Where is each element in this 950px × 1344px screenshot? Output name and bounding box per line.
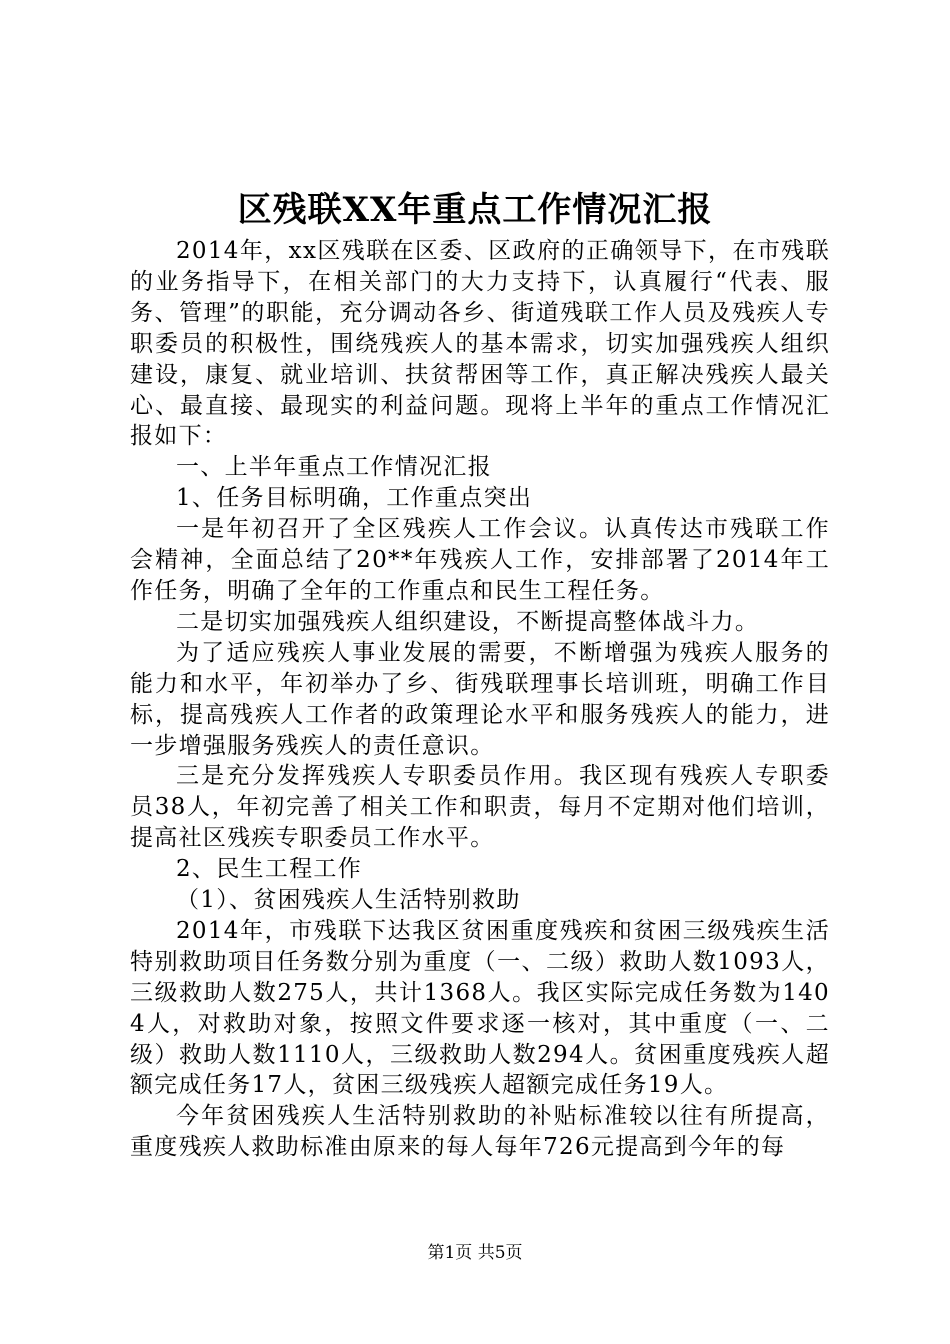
paragraph-relief-standard: 今年贫困残疾人生活特别救助的补贴标准较以往有所提高，重度残疾人救助标准由原来的每人每年726元提高到今年的每 xyxy=(130,1103,830,1161)
subsection-heading-1: 1、任务目标明确，工作重点突出 xyxy=(176,485,533,512)
paragraph-intro: 2014年，xx区残联在区委、区政府的正确领导下，在市残联的业务指导下，在相关部门的大力支持下，认真履行“代表、服务、管理”的职能，充分调动各乡、街道残联工作人员及残疾人专职委员的积极性，围绕残疾人的基本需求，切实加强残疾人组织建设，康复、就业培训、扶贫帮困等工作，真正解决残疾人最关心、最直接、最现实的利益问题。现将上半年的重点工作情况汇报如下： xyxy=(130,238,830,450)
paragraph-relief-tasks: 2014年，市残联下达我区贫困重度残疾和贫困三级残疾生活特别救助项目任务数分别为重度（一、二级）救助人数1093人，三级救助人数275人，共计1368人。我区实际完成任务数为1404人，对救助对象，按照文件要求逐一核对，其中重度（一、二级）救助人数1110人，三级救助人数294人。贫困重度残疾人超额完成任务17人，贫困三级残疾人超额完成任务19人。 xyxy=(130,917,830,1099)
paragraph-item-2: 二是切实加强残疾人组织建设，不断提高整体战斗力。 xyxy=(176,608,760,635)
paragraph-item-3: 三是充分发挥残疾人专职委员作用。我区现有残疾人专职委员38人，年初完善了相关工作和职责，每月不定期对他们培训，提高社区残疾专职委员工作水平。 xyxy=(130,763,830,852)
paragraph-item-2-detail: 为了适应残疾人事业发展的需要，不断增强为残疾人服务的能力和水平，年初举办了乡、街残联理事长培训班，明确工作目标，提高残疾人工作者的政策理论水平和服务残疾人的能力，进一步增强服务残疾人的责任意识。 xyxy=(130,639,830,759)
document-body xyxy=(130,236,830,1163)
subsection-heading-2: 2、民生工程工作 xyxy=(176,856,363,883)
page-footer: 第1页 共5页 xyxy=(427,1243,523,1263)
section-heading-1: 一、上半年重点工作情况汇报 xyxy=(176,454,492,481)
subsection-heading-2-1: （1）、贫困残疾人生活特别救助 xyxy=(176,887,521,914)
paragraph-item-1: 一是年初召开了全区残疾人工作会议。认真传达市残联工作会精神，全面总结了20**年残疾人工作，安排部署了2014年工作任务，明确了全年的工作重点和民生工程任务。 xyxy=(130,516,830,604)
document-title: 区残联XX年重点工作情况汇报 xyxy=(237,190,713,230)
